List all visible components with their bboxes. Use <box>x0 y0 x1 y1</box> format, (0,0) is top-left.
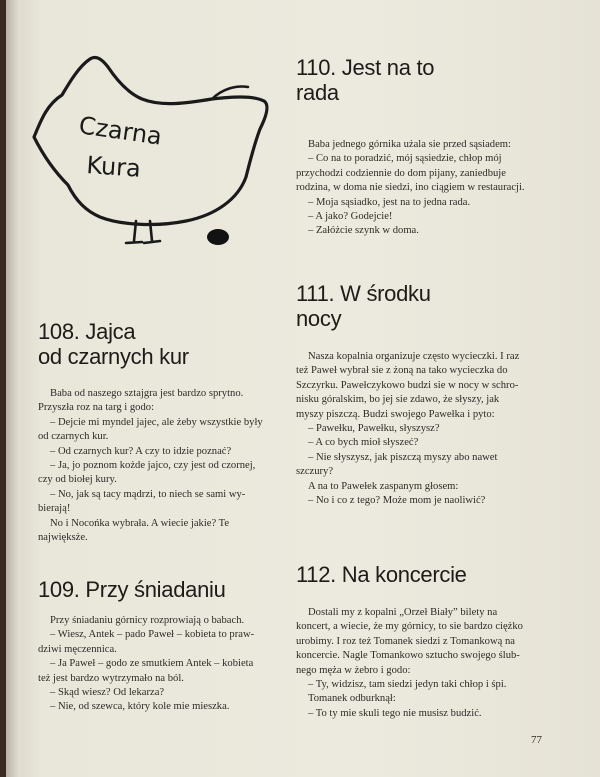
section-110-title-line1: 110. Jest na to <box>296 55 435 80</box>
section-108-line: – Dejcie mi myndel jajec, ale żeby wszystkie były <box>50 416 263 428</box>
section-109-text <box>38 614 274 715</box>
section-112-line: Dostali my z kopalni „Orzeł Biały” bilety na <box>308 607 498 618</box>
section-108-text <box>38 387 274 545</box>
section-112-line: koncercie. Nagle Tomankowo sztucho swojego ślub- <box>296 650 520 662</box>
section-109-line: – Ja Paweł – godo ze smutkiem Antek – kobieta <box>50 658 254 670</box>
section-112-line: nego męża w żebro i godo: <box>296 664 411 676</box>
section-111-text <box>296 350 552 508</box>
section-111-line: nisku góralskim, bo jej sie zdawo, że słyszy, jak <box>296 394 500 406</box>
section-112-line: – To ty mie skuli tego nie musisz budzić. <box>308 707 482 719</box>
black-hen-illustration <box>16 45 281 260</box>
section-110-line: – Co na to poradzić, mój sąsiedzie, chłop mój <box>308 153 502 165</box>
section-111-title <box>296 281 431 331</box>
section-111-line: – Nie słyszysz, jak piszczą myszy abo nawet <box>308 451 498 463</box>
book-page <box>6 0 600 777</box>
section-108-title-line2: od czarnych kur <box>38 344 189 369</box>
section-110-line: rodzina, w doma nie siedzi, ino ciągiem w restauracji. <box>296 182 525 194</box>
section-109-line: – Skąd wiesz? Od lekarza? <box>50 687 165 699</box>
section-112-line: – Ty, widzisz, tam siedzi jedyn taki chłop i śpi. <box>308 679 507 691</box>
section-110-line: – Moja sąsiadko, jest na to jedna rada. <box>308 196 471 208</box>
section-109-title: 109. Przy śniadaniu <box>38 577 226 602</box>
section-108-line: – No, jak są tacy mądrzi, to niech se sami wy- <box>50 488 246 500</box>
section-111-line: też Paweł wybrał sie z żoną na tako wycieczka do <box>296 365 508 377</box>
section-112-line: Tomanek odburknął: <box>308 693 396 705</box>
section-111-line: – No i co z tego? Może mom je naoliwić? <box>308 495 486 507</box>
section-110-line: przychodzi codziennie do dom pijany, zaniedbuje <box>296 167 506 179</box>
section-108-line: No i Nocońka wybrała. A wiecie jakie? Te <box>50 517 230 529</box>
section-111-line: A na to Pawełek zaspanym głosem: <box>308 480 459 492</box>
section-110-text <box>296 138 552 239</box>
section-110-line: – Załóżcie szynk w doma. <box>308 225 419 237</box>
section-111-line: – Pawełku, Pawełku, słyszysz? <box>308 423 440 435</box>
section-108-line: Baba od naszego sztajgra jest bardzo sprytno. <box>50 388 244 399</box>
section-110-title <box>296 55 434 105</box>
section-112-title: 112. Na koncercie <box>296 562 467 587</box>
section-109-line: Przy śniadaniu górnicy rozprowiają o babach. <box>50 615 245 626</box>
section-109-line: też jest bardzo wytrzymało na ból. <box>38 672 184 684</box>
section-111-title-line1: 111. W środku <box>296 281 431 306</box>
illustration-label-line2: Kura <box>85 151 142 183</box>
section-108-line: – Ja, jo poznom kożde jajco, czy jest od czornej, <box>50 460 256 472</box>
section-111-title-line2: nocy <box>296 306 342 331</box>
section-108-line: czy od biołej kury. <box>38 474 117 486</box>
section-109-line: – Wiesz, Antek – pado Paweł – kobieta to praw- <box>50 629 255 641</box>
section-108-line: od czarnych kur. <box>38 431 109 443</box>
section-111-line: – A co bych mioł słyszeć? <box>308 437 419 449</box>
section-108-line: – Od czarnych kur? A czy to idzie poznać? <box>50 445 232 457</box>
section-110-line: Baba jednego górnika użala sie przed sąsiadem: <box>308 139 511 150</box>
section-109-line: dziwi męczennica. <box>38 643 117 655</box>
section-112-line: koncert, a wiecie, że my górnicy, to sie bardzo ciężko <box>296 621 523 633</box>
section-108-line: Przyszła roz na targ i godo: <box>38 402 155 414</box>
section-110-title-line2: rada <box>296 80 339 105</box>
section-110-line: – A jako? Godejcie! <box>308 211 393 223</box>
section-108-line: bierają! <box>38 503 71 515</box>
section-112-line: urobimy. I roz też Tomanek siedzi z Tomankową na <box>296 635 515 647</box>
page-number: 77 <box>531 734 542 746</box>
black-egg <box>207 229 229 245</box>
section-112-text <box>296 606 552 721</box>
section-108-title <box>38 319 189 369</box>
illustration-label-line1: Czarna <box>77 111 164 151</box>
section-109-line: – Nie, od szewca, który kole mie mieszka. <box>50 701 230 713</box>
section-111-line: Nasza kopalnia organizuje często wycieczki. I raz <box>308 351 520 362</box>
section-108-line: najwięksże. <box>38 532 88 544</box>
section-111-line: Szczyrku. Pawełczykowo budzi sie w nocy w schro- <box>296 379 519 391</box>
section-111-line: myszy piszczą. Budzi swojego Pawełka i pyto: <box>296 408 495 420</box>
section-111-line: szczury? <box>296 466 334 478</box>
section-108-title-line1: 108. Jajca <box>38 319 136 344</box>
